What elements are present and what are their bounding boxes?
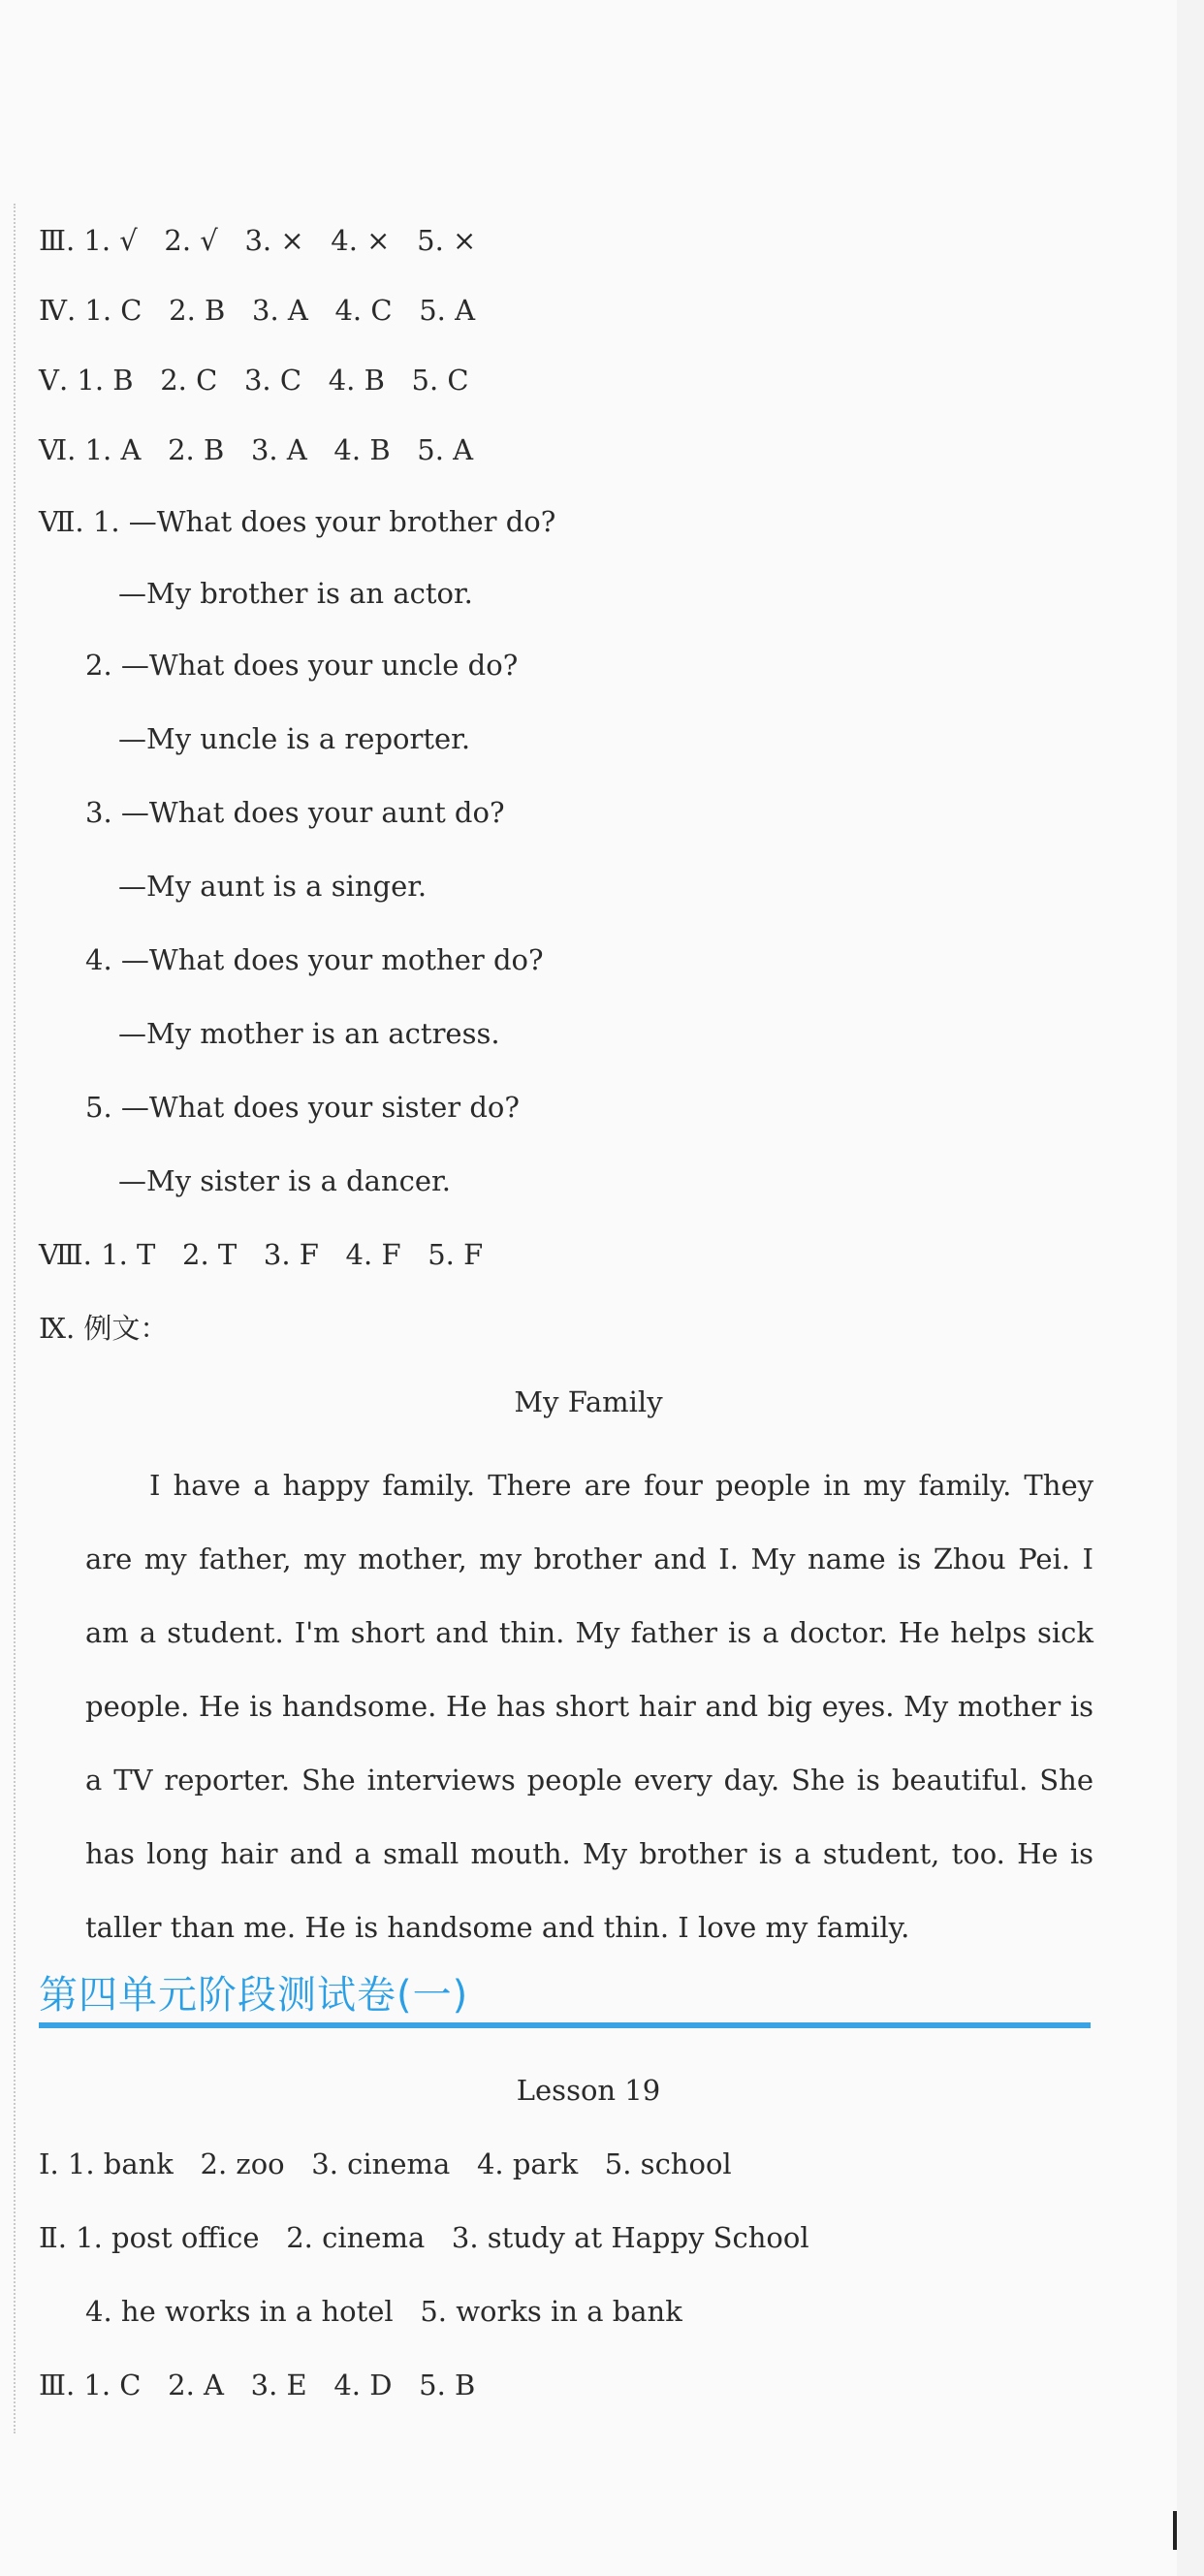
answer-line-vii-4a: —My mother is an actress. xyxy=(118,1017,500,1050)
answer-line-vii-3q: 3. —What does your aunt do? xyxy=(85,796,505,829)
answer-line-viii: Ⅷ. 1. T 2. T 3. F 4. F 5. F xyxy=(39,1238,484,1271)
essay-title: My Family xyxy=(514,1385,663,1418)
answer-line-iv: Ⅳ. 1. C 2. B 3. A 4. C 5. A xyxy=(39,294,476,327)
answer-line-ix: Ⅸ. 例文： xyxy=(39,1312,169,1345)
lesson-answer-ii-2: 4. he works in a hotel 5. works in a bank xyxy=(85,2295,682,2328)
section-title: 第四单元阶段测试卷(一) xyxy=(39,1973,469,2018)
page-edge xyxy=(1177,0,1204,2576)
answer-line-vii-2a: —My uncle is a reporter. xyxy=(118,722,471,755)
lesson-answer-i: Ⅰ. 1. bank 2. zoo 3. cinema 4. park 5. school xyxy=(39,2147,732,2180)
answer-line-vii-1a: —My brother is an actor. xyxy=(118,577,473,610)
answer-line-vii-4q: 4. —What does your mother do? xyxy=(85,943,544,976)
answer-line-vii-3a: —My aunt is a singer. xyxy=(118,870,428,903)
answer-line-v: Ⅴ. 1. B 2. C 3. C 4. B 5. C xyxy=(39,364,469,397)
answer-line-iii: Ⅲ. 1. √ 2. √ 3. × 4. × 5. × xyxy=(39,224,477,257)
section-header xyxy=(39,1968,1091,2028)
answer-line-vii-5q: 5. —What does your sister do? xyxy=(85,1091,520,1124)
lesson-title: Lesson 19 xyxy=(516,2074,661,2107)
essay-body xyxy=(85,1448,1093,1964)
essay-paragraph: I have a happy family. There are four people in my family. They are my father, my mother, my brother and I. My name is Zhou Pei. I am a student. I'm short and thin. My father is a doctor. He helps sick people. He is handsome. He has short hair and big eyes. My mother is a TV reporter. She interviews people every day. She is beautiful. She has long hair and a small mouth. My brother is a student, too. He is taller than me. He is handsome and thin. I love my family. xyxy=(85,1469,1093,1944)
answer-line-vii-2q: 2. —What does your uncle do? xyxy=(85,649,519,682)
corner-mark xyxy=(1173,2511,1177,2550)
lesson-answer-iii: Ⅲ. 1. C 2. A 3. E 4. D 5. B xyxy=(39,2369,476,2401)
lesson-answer-ii-1: Ⅱ. 1. post office 2. cinema 3. study at Happy School xyxy=(39,2221,809,2254)
answer-line-vii-1q: Ⅶ. 1. —What does your brother do? xyxy=(39,505,556,538)
answer-line-vi: Ⅵ. 1. A 2. B 3. A 4. B 5. A xyxy=(39,433,474,466)
answer-line-vii-5a: —My sister is a dancer. xyxy=(118,1164,451,1197)
